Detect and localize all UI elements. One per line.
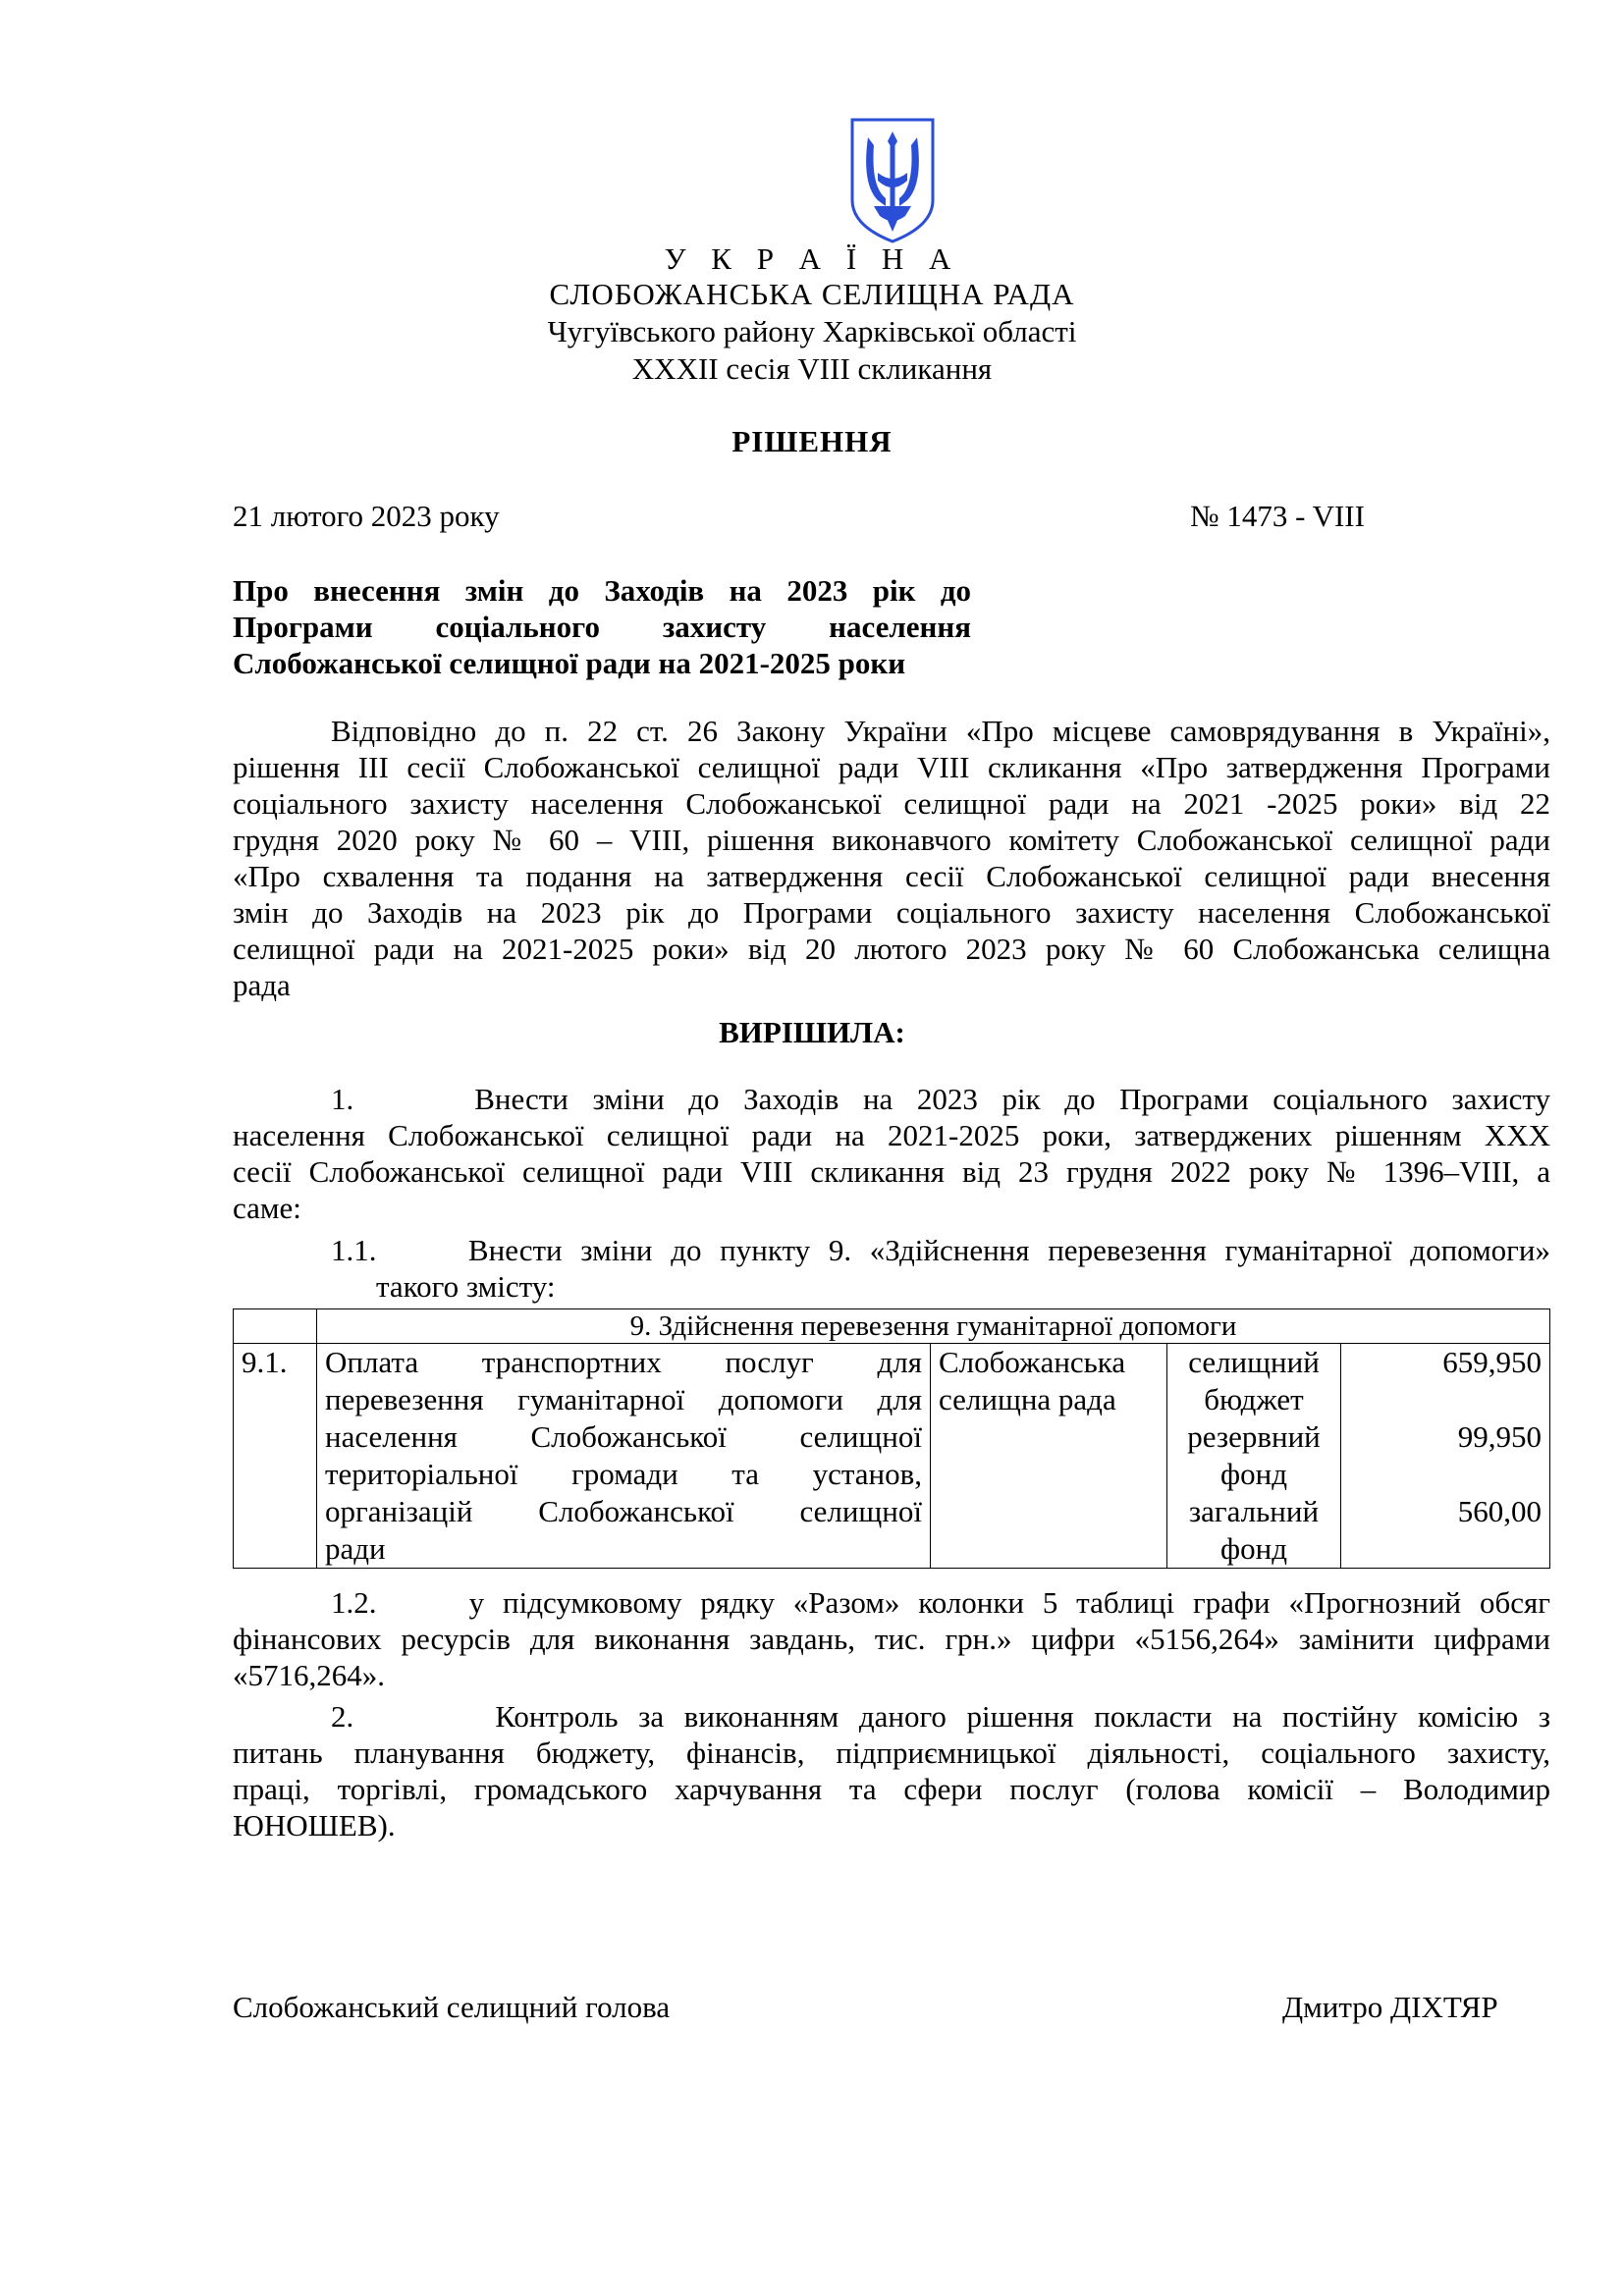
- text-line: 1.2. у підсумковому рядку «Разом» колонки 5 таблиці графи «Прогнозний обсяг: [331, 1585, 1550, 1620]
- text-line: 1.1. Внести зміни до пункту 9. «Здійснення перевезення гуманітарної допомоги»: [331, 1233, 1550, 1267]
- subject-line: Програми соціального захисту населення: [233, 610, 971, 644]
- resolved-heading: ВИРІШИЛА:: [719, 1015, 905, 1049]
- text-line: бюджет: [1204, 1382, 1304, 1416]
- item-1-1-paragraph: [233, 1232, 1550, 1305]
- text-line: селищна рада: [939, 1382, 1116, 1416]
- document-number: № 1473 - VIII: [1190, 499, 1365, 533]
- item-1-2-paragraph: [233, 1584, 1550, 1693]
- text-line: такого змісту:: [376, 1269, 556, 1304]
- session-name: XXXII сесія VIII скликання: [631, 351, 993, 386]
- signature-name: Дмитро ДІХТЯР: [1282, 1990, 1498, 2024]
- amount-value: [1349, 1530, 1542, 1568]
- council-name: СЛОБОЖАНСЬКА СЕЛИЩНА РАДА: [549, 277, 1075, 311]
- text-line: рада: [233, 968, 291, 1002]
- text-line: резервний: [1187, 1419, 1321, 1454]
- item-1-paragraph: [233, 1081, 1550, 1226]
- district-name: Чугуївського району Харківської області: [547, 314, 1077, 348]
- text-line: фінансових ресурсів для виконання завдань, тис. грн.» цифри «5156,264» замінити цифрами: [233, 1622, 1550, 1656]
- text-line: загальний: [1188, 1494, 1320, 1528]
- funding-source-cell: [1167, 1344, 1341, 1569]
- text-line: ЮНОШЕВ).: [233, 1808, 396, 1842]
- subject-line: Слобожанської селищної ради на 2021-2025 роки: [233, 646, 906, 680]
- text-line: саме:: [233, 1191, 301, 1225]
- text-line: населення Слобожанської селищної: [325, 1419, 922, 1454]
- amount-value: 560,00: [1457, 1494, 1542, 1528]
- text-line: селищної ради на 2021-2025 роки» від 20 лютого 2023 року № 60 Слобожанська селищна: [233, 932, 1550, 966]
- text-line: перевезення гуманітарної допомоги для: [325, 1382, 922, 1416]
- table-cell: [234, 1309, 317, 1344]
- text-line: питань планування бюджету, фінансів, підприємницької діяльності, соціального захисту,: [233, 1735, 1550, 1770]
- row-number-cell: 9.1.: [234, 1344, 317, 1569]
- description-cell: [317, 1344, 931, 1569]
- amount-value: 99,950: [1457, 1419, 1542, 1454]
- table-header-row: [234, 1309, 1550, 1344]
- document-date: 21 лютого 2023 року: [233, 499, 500, 533]
- text-line: «5716,264».: [233, 1658, 385, 1692]
- signature-position: Слобожанський селищний голова: [233, 1990, 671, 2024]
- text-line: сесії Слобожанської селищної ради VІІІ скликання від 23 грудня 2022 року № 1396–VІІІ, а: [233, 1154, 1550, 1189]
- document-subject: [233, 572, 971, 681]
- text-line: «Про схвалення та подання на затвердження сесії Слобожанської селищної ради внесення: [233, 859, 1550, 893]
- text-line: організацій Слобожанської селищної: [325, 1494, 922, 1528]
- amount-value: [1349, 1381, 1542, 1418]
- text-line: фонд: [1220, 1457, 1287, 1491]
- text-line: 2. Контроль за виконанням даного рішення покласти на постійну комісію з: [331, 1699, 1550, 1734]
- text-line: Оплата транспортних послуг для: [325, 1345, 922, 1379]
- text-line: Слобожанська: [939, 1345, 1126, 1379]
- executor-cell: [931, 1344, 1167, 1569]
- text-line: фонд: [1220, 1531, 1287, 1566]
- text-line: населення Слобожанської селищної ради на 2021-2025 роки, затверджених рішенням ХХХ: [233, 1118, 1550, 1152]
- text-line: Відповідно до п. 22 ст. 26 Закону України «Про місцеве самоврядування в Україні»,: [331, 714, 1550, 748]
- text-line: територіальної громади та установ,: [325, 1457, 922, 1491]
- subject-line: Про внесення змін до Заходів на 2023 рік до: [233, 573, 971, 608]
- text-line: рішення ІІІ сесії Слобожанської селищної ради VІІІ скликання «Про затвердження Програми: [233, 750, 1550, 784]
- text-line: селищний: [1188, 1345, 1320, 1379]
- coat-of-arms-icon: [846, 116, 939, 245]
- text-line: грудня 2020 року № 60 – VІІІ, рішення виконавчого комітету Слобожанської селищної ради: [233, 823, 1550, 857]
- country-name: У К Р А Ї Н А: [664, 241, 960, 276]
- item-2-paragraph: [233, 1698, 1550, 1843]
- document-title: РІШЕННЯ: [731, 424, 893, 458]
- text-line: ради: [325, 1531, 386, 1566]
- section-header-cell: 9. Здійснення перевезення гуманітарної допомоги: [317, 1309, 1550, 1344]
- preamble-paragraph: [233, 713, 1550, 1003]
- amount-value: 659,950: [1442, 1345, 1542, 1379]
- amount-cell: [1341, 1344, 1550, 1569]
- measures-table: [233, 1308, 1550, 1569]
- amount-value: [1349, 1456, 1542, 1493]
- text-line: змін до Заходів на 2023 рік до Програми соціального захисту населення Слобожанської: [233, 895, 1550, 930]
- text-line: праці, торгівлі, громадського харчування та сфери послуг (голова комісії – Володимир: [233, 1772, 1550, 1806]
- table-row: [234, 1344, 1550, 1569]
- text-line: соціального захисту населення Слобожанської селищної ради на 2021 -2025 роки» від 22: [233, 786, 1550, 821]
- text-line: 1. Внести зміни до Заходів на 2023 рік до Програми соціального захисту: [331, 1082, 1550, 1116]
